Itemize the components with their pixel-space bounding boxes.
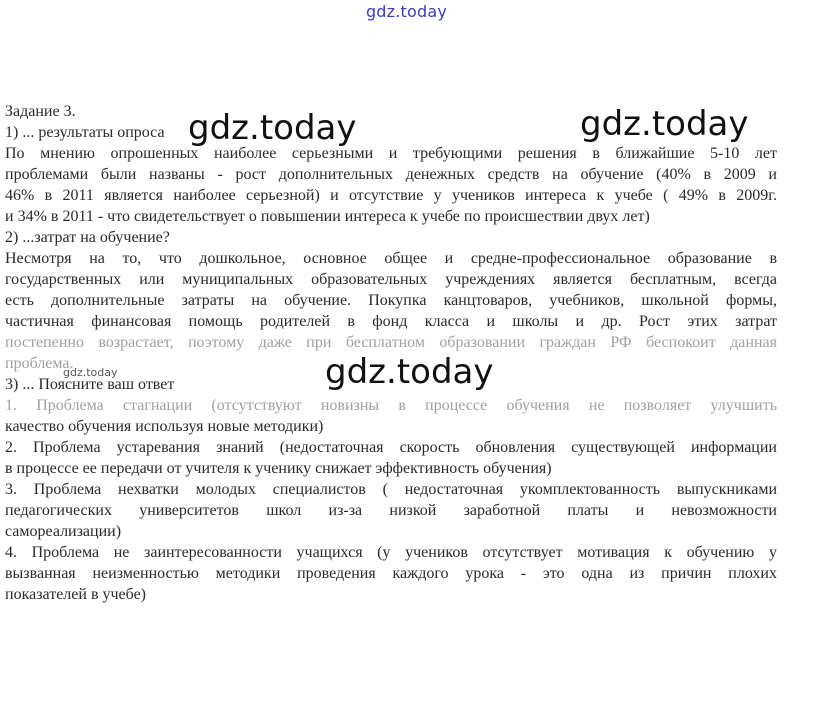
watermark-overlay (5, 396, 777, 416)
question-1-line: По мнению опрошенных наиболее серьезными и требующими решения в ближайшие 5-10 лет (5, 145, 777, 162)
watermark-small: gdz.today (63, 366, 118, 379)
question-1-heading: 1) ... результаты опроса (5, 124, 165, 141)
question-1-line: проблемами были названы - рост дополнительных денежных средств на обучение (40% в 2009 и (5, 166, 777, 183)
question-3-line: 2. Проблема устаревания знаний (недостаточная скорость обновления существующей информации (5, 439, 777, 456)
question-3-line: в процессе ее передачи от учителя к ученику снижает эффективность обучения) (5, 460, 552, 477)
question-1-line: 46% в 2011 является наиболее серьезной) и отсутствие у учеников интереса к учебе ( 49% в 2009г. (5, 187, 777, 204)
question-3-line: вызванная неизменностью методики проведения каждого урока - это одна из причин плохих (5, 565, 777, 582)
question-2-line: есть дополнительные затраты на обучение. Покупка канцтоваров, учебников, школьной формы, (5, 292, 777, 309)
watermark-2: gdz.today (580, 104, 749, 144)
watermark-1: gdz.today (188, 108, 357, 148)
question-3-line: показателей в учебе) (5, 586, 147, 603)
watermark-3: gdz.today (325, 352, 494, 392)
question-2-heading: 2) ...затрат на обучение? (5, 229, 170, 246)
question-3-heading: 3) ... Поясните ваш ответ (5, 376, 175, 393)
question-3-line: 4. Проблема не заинтересованности учащихся (у учеников отсутствует мотивация к обучению у (5, 544, 777, 561)
question-2-line: частичная финансовая помощь родителей в фонд класса и школы и др. Рост этих затрат (5, 313, 777, 330)
watermark-top: gdz.today (365, 2, 448, 21)
task-title: Задание 3. (5, 103, 76, 120)
question-3-line: педагогических университетов школ из-за низкой заработной платы и невозможности (5, 502, 777, 519)
question-2-line: государственных или муниципальных образовательных учреждениях является бесплатным, всегда (5, 271, 777, 288)
question-2-line: Несмотря на то, что дошкольное, основное общее и средне-профессиональное образование в (5, 250, 777, 267)
question-3-line: самореализации) (5, 523, 122, 540)
question-1-line: и 34% в 2011 - что свидетельствует о повышении интереса к учебе по происшествии двух лет) (5, 208, 650, 225)
question-3-line: 3. Проблема нехватки молодых специалистов ( недостаточная укомплектованность выпускниками (5, 481, 777, 498)
question-3-line: качество обучения используя новые методики) (5, 418, 324, 435)
